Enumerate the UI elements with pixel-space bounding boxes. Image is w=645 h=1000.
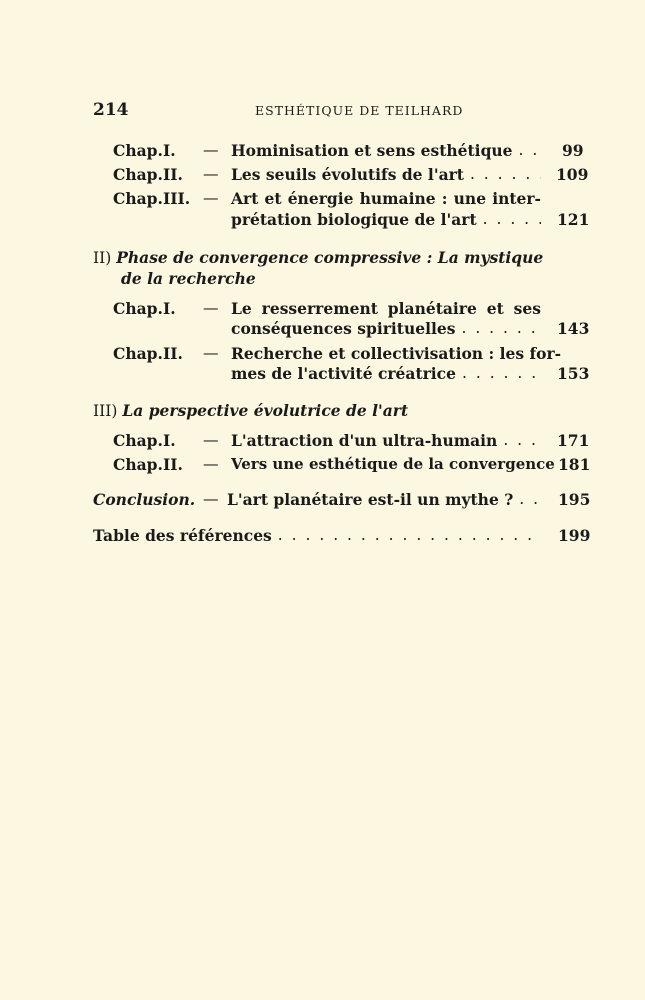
section-number: III) (93, 402, 118, 420)
dot-leader (461, 319, 541, 338)
chap-number: III. (163, 189, 191, 208)
dash: — (203, 344, 219, 362)
page-ref: 153 (557, 364, 590, 383)
entry-title-line: L'art planétaire est-il un mythe ? . . . (227, 490, 541, 509)
chap-label: Chap. (113, 141, 163, 160)
page-ref: 171 (557, 431, 590, 450)
section-heading (93, 248, 543, 267)
section-number: II) (93, 249, 112, 267)
dot-leader (278, 526, 541, 545)
page-ref: 121 (557, 210, 590, 229)
entry-title-line: L'attraction d'un ultra-humain . . . (231, 431, 541, 450)
dot-leader (519, 490, 541, 509)
conclusion-label: Conclusion. (93, 490, 196, 509)
section-title: Phase de convergence compressive : La mystique (116, 248, 544, 267)
chap-number: I. (163, 431, 176, 450)
chap-label: Chap. (113, 299, 163, 318)
dash: — (203, 455, 219, 473)
entry-title-line: Recherche et collectivisation : les for- (231, 344, 562, 363)
entry-title-line: Le resserrement planétaire et ses (231, 299, 541, 318)
section-heading-continuation (121, 269, 256, 288)
dash: — (203, 299, 219, 317)
entry-title-line: Art et énergie humaine : une inter- (231, 189, 541, 208)
dot-leader (503, 431, 541, 450)
dot-leader (462, 364, 541, 383)
chap-label: Chap. (113, 165, 163, 184)
section-title: de la recherche (121, 269, 256, 288)
page-ref: 181 (558, 455, 591, 474)
chap-label: Chap. (113, 344, 163, 363)
chap-label: Chap. (113, 431, 163, 450)
page-ref: 195 (558, 490, 591, 509)
entry-title-line: Table des références . . . (93, 526, 541, 545)
chap-label: Chap. (113, 455, 163, 474)
chap-label: Chap. (113, 189, 163, 208)
dash: — (203, 165, 219, 183)
entry-title-line: Les seuils évolutifs de l'art . . . (231, 165, 541, 184)
dash: — (203, 141, 219, 159)
entry-title-line: conséquences spirituelles . . . (231, 319, 541, 338)
dash: — (203, 431, 219, 449)
page-ref: 99 (562, 141, 584, 160)
chap-number: II. (163, 344, 183, 363)
chap-number: II. (163, 165, 183, 184)
chap-number: II. (163, 455, 183, 474)
dot-leader (470, 165, 541, 184)
chap-number: I. (163, 299, 176, 318)
running-head: ESTHÉTIQUE DE TEILHARD (255, 103, 464, 118)
entry-title-line: prétation biologique de l'art . . . (231, 210, 541, 229)
section-heading (93, 401, 408, 420)
entry-title-line: mes de l'activité créatrice . . . (231, 364, 541, 383)
chap-number: I. (163, 141, 176, 160)
dot-leader (519, 141, 541, 160)
page-ref: 109 (556, 165, 589, 184)
entry-title-line: Hominisation et sens esthétique . . . (231, 141, 541, 160)
page-number: 214 (93, 100, 129, 120)
dot-leader (483, 210, 541, 229)
dash: — (203, 189, 219, 207)
section-title: La perspective évolutrice de l'art (122, 401, 409, 420)
page-ref: 143 (557, 319, 590, 338)
entry-title-line: Vers une esthétique de la convergence (231, 455, 555, 473)
dash: — (203, 490, 219, 508)
page-ref: 199 (558, 526, 591, 545)
